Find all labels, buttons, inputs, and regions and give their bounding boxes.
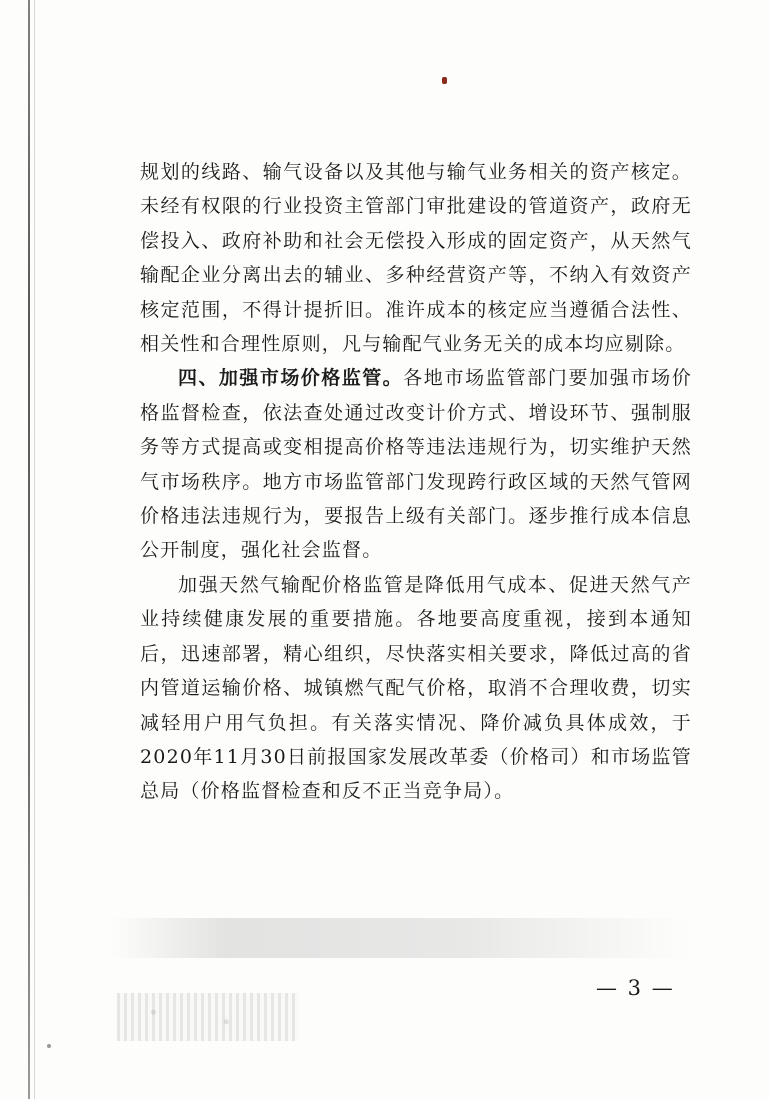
paragraph-market-supervision <box>140 361 692 567</box>
paragraph-asset-verification: 规划的线路、输气设备以及其他与输气业务相关的资产核定。未经有权限的行业投资主管部门审批建设的管道资产，政府无偿投入、政府补助和社会无偿投入形成的固定资产，从天然气输配企业分离出去的辅业、多种经营资产等，不纳入有效资产核定范围，不得计提折旧。准许成本的核定应当遵循合法性、相关性和合理性原则，凡与输配气业务无关的成本均应剔除。 <box>140 161 692 356</box>
paragraph-conclusion: 加强天然气输配价格监管是降低用气成本、促进天然气产业持续健康发展的重要措施。各地要高度重视，接到本通知后，迅速部署，精心组织，尽快落实相关要求，降低过高的省内管道运输价格、城镇燃气配气价格，取消不合理收费，切实减轻用户用气负担。有关落实情况、降价减负具体成效，于2020年11月30日前报国家发展改革委（价格司）和市场监管总局（价格监督检查和反不正当竞争局）。 <box>140 573 692 803</box>
document-body <box>140 155 692 809</box>
scan-edge-shadow <box>28 0 30 1099</box>
paragraph-text: 各地市场监管部门要加强市场价格监督检查，依法查处通过改变计价方式、增设环节、强制服务等方式提高或变相提高价格等违法违规行为，切实维护天然气市场秩序。地方市场监管部门发现跨行政区域的天然气管网价格违法违规行为，要报告上级有关部门。逐步推行成本信息公开制度，强化社会监督。 <box>140 367 692 562</box>
ink-mark <box>442 77 447 84</box>
scan-speck <box>47 1044 51 1048</box>
scan-bleed-through <box>110 918 690 958</box>
page-number: — 3 — <box>596 976 675 1000</box>
scan-edge-line <box>34 0 35 1099</box>
scan-noise-patch <box>117 993 299 1041</box>
section-heading-four: 四、加强市场价格监管。 <box>178 367 404 390</box>
